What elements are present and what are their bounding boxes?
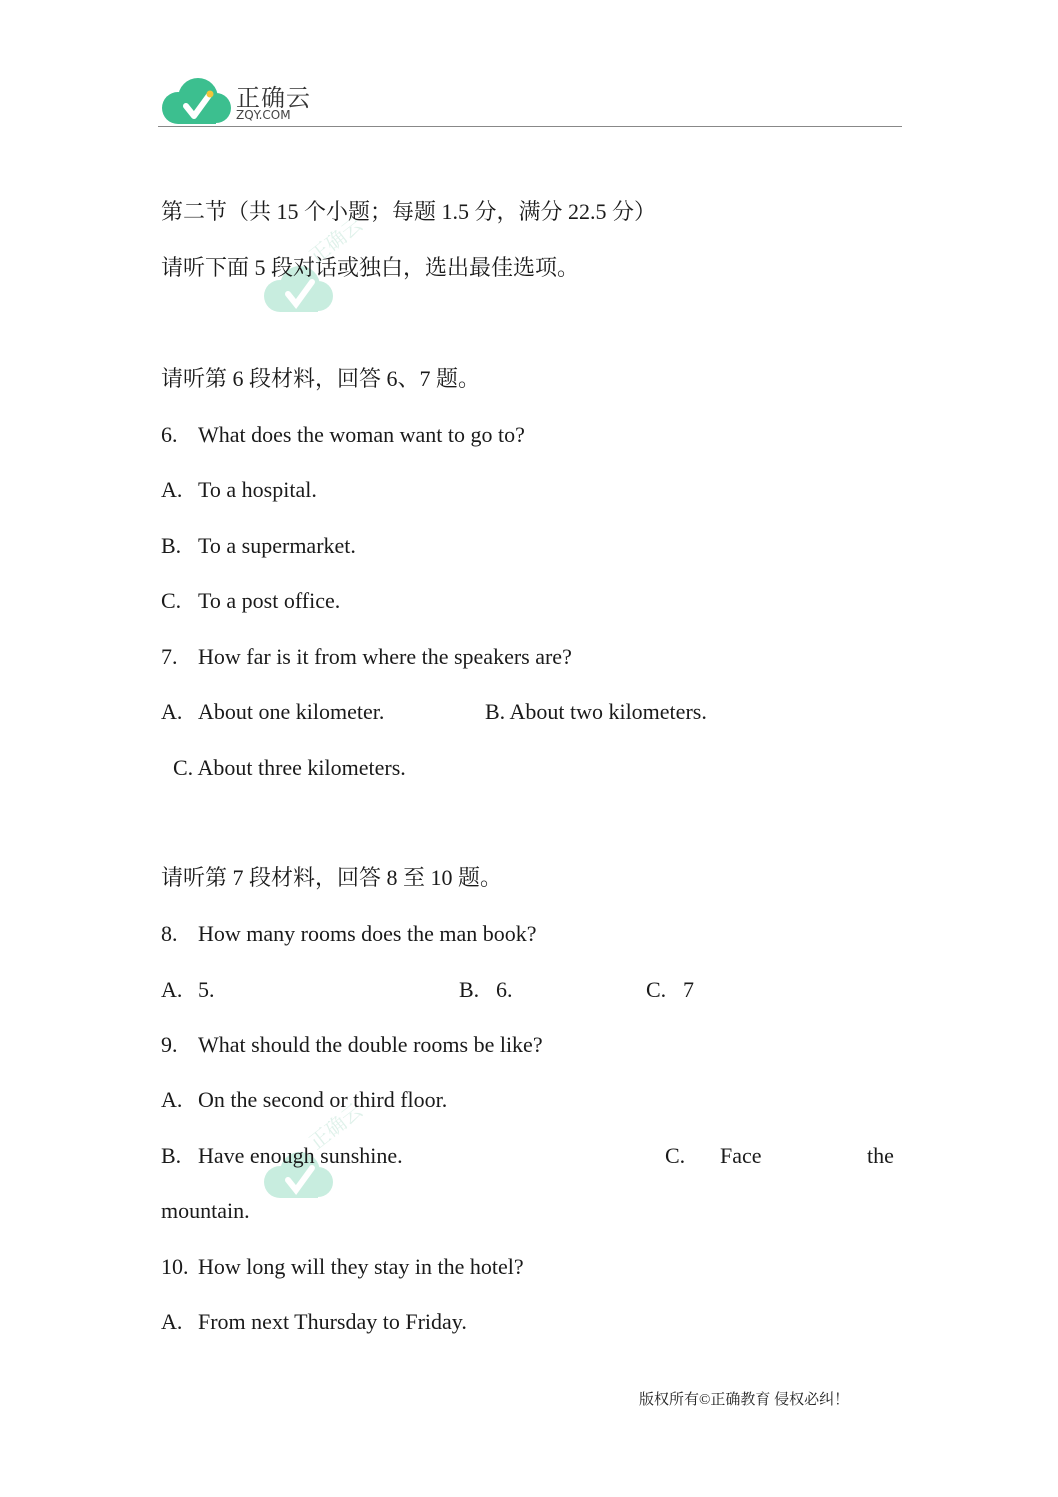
option-text: To a supermarket.	[198, 533, 356, 558]
option-text: From next Thursday to Friday.	[198, 1309, 467, 1334]
option-6c	[161, 588, 341, 614]
question-7	[161, 644, 572, 670]
option-text: 6.	[496, 977, 513, 1002]
option-label: B.	[161, 1143, 182, 1168]
question-text: How many rooms does the man book?	[198, 921, 537, 946]
option-label: A.	[161, 699, 183, 724]
option-9c-continuation: mountain.	[161, 1198, 250, 1223]
question-number: 10.	[161, 1254, 189, 1279]
section-title: 第二节（共 15 个小题；每题 1.5 分，满分 22.5 分）	[161, 199, 657, 224]
question-8	[161, 921, 537, 947]
question-text: What does the woman want to go to?	[198, 422, 525, 447]
option-label: C.	[646, 977, 667, 1002]
option-9b	[161, 1143, 403, 1169]
option-7b: B. About two kilometers.	[485, 699, 707, 724]
option-text: Have enough sunshine.	[198, 1143, 403, 1168]
option-text: On the second or third floor.	[198, 1087, 448, 1112]
question-text: What should the double rooms be like?	[198, 1032, 543, 1057]
logo-text-en: ZQY.COM	[236, 108, 291, 122]
option-label: A.	[161, 1087, 183, 1112]
option-label: C.	[161, 588, 182, 613]
question-text: How long will they stay in the hotel?	[198, 1254, 524, 1279]
watermark-text: 正确云	[304, 1098, 367, 1155]
passage6-intro: 请听第 6 段材料，回答 6、7 题。	[161, 366, 481, 391]
option-9c-word: the	[867, 1143, 894, 1168]
option-label: B.	[161, 533, 182, 558]
zqy-logo-cloud-icon	[160, 76, 232, 126]
option-9c-word: Face	[720, 1143, 762, 1168]
option-8b	[459, 977, 513, 1003]
question-number: 8.	[161, 921, 178, 946]
option-8a	[161, 977, 215, 1003]
option-label: A.	[161, 477, 183, 502]
option-label: A.	[161, 1309, 183, 1334]
option-7a	[161, 699, 385, 725]
watermark-text: 正确云	[304, 212, 367, 269]
question-number: 7.	[161, 644, 178, 669]
header-divider	[158, 126, 902, 127]
option-text: To a post office.	[198, 588, 341, 613]
option-7c: C. About three kilometers.	[173, 755, 406, 780]
option-label: A.	[161, 977, 183, 1002]
option-text: 7	[683, 977, 694, 1002]
question-text: How far is it from where the speakers are?	[198, 644, 572, 669]
option-10a	[161, 1309, 467, 1335]
option-label: B.	[459, 977, 480, 1002]
option-6a	[161, 477, 317, 503]
question-number: 9.	[161, 1032, 178, 1057]
question-9	[161, 1032, 543, 1058]
option-6b	[161, 533, 356, 559]
option-text: To a hospital.	[198, 477, 317, 502]
option-9a	[161, 1087, 448, 1113]
option-9c-label: C.	[665, 1143, 686, 1168]
option-text: 5.	[198, 977, 215, 1002]
copyright-footer: 版权所有©正确教育 侵权必纠！	[639, 1392, 850, 1408]
question-number: 6.	[161, 422, 178, 447]
question-10	[161, 1254, 524, 1280]
question-6	[161, 422, 525, 448]
header	[158, 72, 902, 128]
logo-text-cn: 正确云	[236, 84, 311, 112]
option-text: About one kilometer.	[198, 699, 385, 724]
section-instruction: 请听下面 5 段对话或独白，选出最佳选项。	[161, 255, 580, 280]
passage7-intro: 请听第 7 段材料，回答 8 至 10 题。	[161, 865, 503, 890]
option-8c	[646, 977, 694, 1003]
